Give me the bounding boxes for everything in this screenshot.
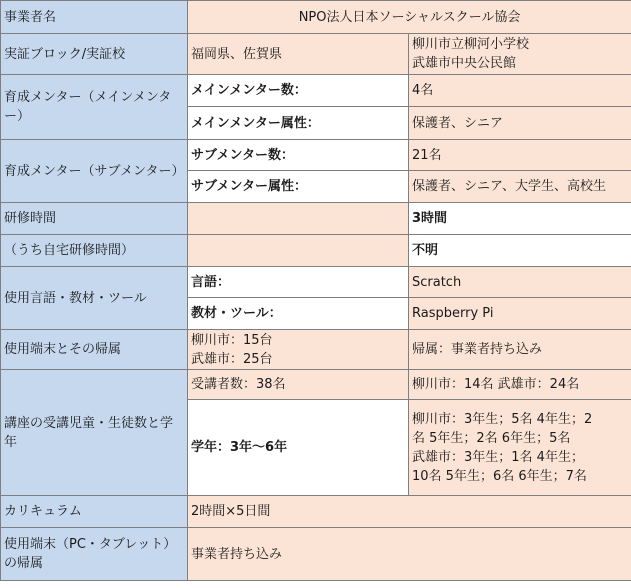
training-empty — [188, 203, 409, 235]
breakdown-line-2: 名 5年生；2名 6年生；5名 — [412, 430, 571, 446]
main-mentor-count-value: 4名 — [409, 75, 631, 107]
sub-mentor-label: 育成メンター（サブメンター） — [1, 140, 188, 203]
breakdown-line-4: 10名 5年生；6名 6年生；7名 — [412, 468, 587, 484]
block-schools — [409, 34, 631, 75]
operator-label: 事業者名 — [1, 1, 188, 34]
devices-label: 使用端末とその帰属 — [1, 330, 188, 370]
home-training-value: 不明 — [409, 235, 631, 267]
language-key: 言語： — [188, 267, 409, 298]
row-device-owner — [1, 528, 631, 581]
row-home-training — [1, 235, 631, 267]
sub-mentor-attr-label: サブメンター属性： — [188, 171, 409, 203]
devices-counts — [188, 330, 409, 370]
device-owner-label — [1, 528, 188, 581]
sub-mentor-count-label: サブメンター数： — [188, 140, 409, 171]
row-operator — [1, 1, 631, 34]
operator-value: NPO法人日本ソーシャルスクール協会 — [188, 1, 631, 34]
sub-mentor-attr-value: 保護者、シニア、大学生、高校生 — [409, 171, 631, 203]
main-mentor-label: 育成メンター（メインメンター） — [1, 75, 188, 140]
breakdown-line-3: 武雄市：3年生；1名 4年生； — [412, 449, 584, 465]
training-label: 研修時間 — [1, 203, 188, 235]
tools-value: Raspberry Pi — [409, 298, 631, 330]
students-grade: 学年：3年～6年 — [188, 400, 409, 496]
row-devices — [1, 330, 631, 370]
main-mentor-attr-label: メインメンター属性： — [188, 107, 409, 140]
school-2: 武雄市中央公民館 — [412, 56, 517, 71]
school-1: 柳川市立柳河小学校 — [412, 37, 530, 52]
devices-owner: 帰属：事業者持ち込み — [409, 330, 631, 370]
students-breakdown — [409, 400, 631, 496]
training-value: 3時間 — [409, 203, 631, 235]
block-region: 福岡県、佐賀県 — [188, 34, 409, 75]
tools-key: 教材・ツール： — [188, 298, 409, 330]
row-block — [1, 34, 631, 75]
curriculum-label: カリキュラム — [1, 496, 188, 528]
row-main-mentor-count — [1, 75, 631, 107]
device-owner-label-line-1: 使用端末（PC・タブレット） — [4, 537, 177, 552]
students-label: 講座の受講児童・生徒数と学年 — [1, 370, 188, 496]
row-curriculum — [1, 496, 631, 528]
sub-mentor-count-value: 21名 — [409, 140, 631, 171]
device-owner-value: 事業者持ち込み — [188, 528, 631, 581]
device-owner-label-line-2: の帰属 — [4, 556, 44, 571]
home-training-label: （うち自宅研修時間） — [1, 235, 188, 267]
row-language — [1, 267, 631, 298]
row-students-total — [1, 370, 631, 400]
block-label: 実証ブロック/実証校 — [1, 34, 188, 75]
device-count-yanagawa: 柳川市：15台 — [191, 332, 273, 348]
row-sub-mentor-count — [1, 140, 631, 171]
device-count-takeo: 武雄市：25台 — [191, 351, 273, 367]
breakdown-line-1: 柳川市：3年生；5名 4年生；2 — [412, 411, 593, 427]
language-value: Scratch — [409, 267, 631, 298]
students-by-city: 柳川市：14名 武雄市：24名 — [409, 370, 631, 400]
curriculum-value: 2時間×5日間 — [188, 496, 631, 528]
main-mentor-attr-value: 保護者、シニア — [409, 107, 631, 140]
students-total: 受講者数：38名 — [188, 370, 409, 400]
main-mentor-count-label: メインメンター数： — [188, 75, 409, 107]
language-label: 使用言語・教材・ツール — [1, 267, 188, 330]
row-training — [1, 203, 631, 235]
home-training-empty — [188, 235, 409, 267]
